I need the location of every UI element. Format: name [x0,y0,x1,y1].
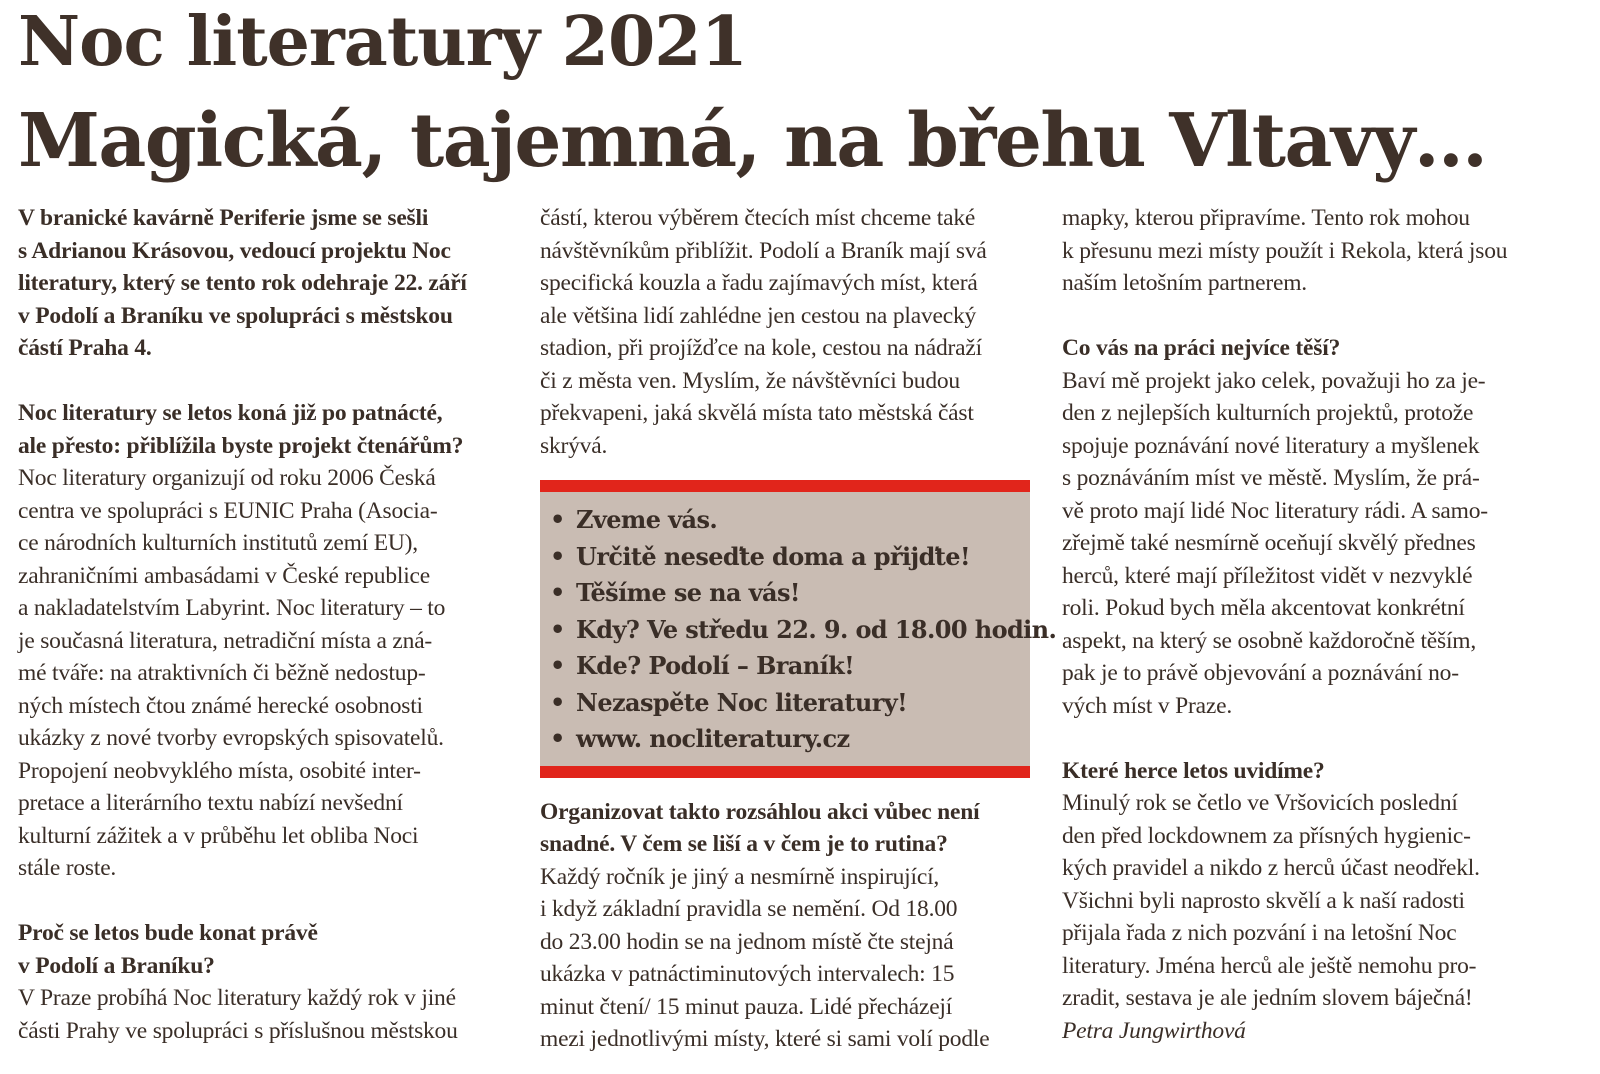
text-line: Co vás na práci nejvíce těší? [1062,335,1341,361]
text-line: ukázky z nové tvorby evropských spisovatelů. [18,725,444,751]
text-line: přijala řada z nich pozvání i na letošní Noc [1062,920,1457,946]
question-2 [18,917,523,982]
text-line: Noc literatury organizují od roku 2006 Česká [18,465,436,491]
info-item-text: Určitě neseďte doma a přijďte! [576,541,970,571]
text-line: Propojení neobvyklého místa, osobité inter- [18,757,421,784]
text-line: či z města ven. Myslím, že návštěvníci budou [540,367,960,394]
text-line: herců, které mají příležitost vidět v nezvyklé [1062,562,1473,589]
text-line: V branické kavárně Periferie jsme se sešli [18,205,429,231]
info-item [550,575,1030,612]
column-3 [1062,202,1582,1047]
text-line: snadné. V čem se liší a v čem je to rutina? [540,831,948,857]
headline-line-2: Magická, tajemná, na břehu Vltavy… [18,98,1487,184]
text-line: kých pravidel a nikdo z herců účast neodřekl. [1062,855,1480,881]
paragraph-gap [1062,300,1582,333]
text-line: Každý ročník je jiný a nesmírně inspirující, [540,863,940,890]
text-line: v Podolí a Braníku ve spolupráci s městskou [18,302,453,329]
bullet: • [550,687,565,717]
info-item-website [550,721,1030,758]
info-item-text: Kdy? Ve středu 22. 9. od 18.00 hodin. [576,614,1057,644]
text-line: V Praze probíhá Noc literatury každý rok v jiné [18,985,456,1011]
text-line: specifická kouzla a řadu zajímavých míst, která [540,270,978,296]
text-line: vě proto mají lidé Noc literatury rádi. A samo- [1062,497,1488,524]
text-line: části Prahy ve spolupráci s příslušnou městskou [18,1017,458,1044]
text-line: stále roste. [18,855,117,881]
text-line: literatury, který se tento rok odehraje 22. září [18,270,467,296]
text-line: mapky, kterou připravíme. Tento rok mohou [1062,205,1470,231]
text-line: zahraničními ambasádami v České republice [18,562,431,589]
info-box [540,480,1057,778]
headline-line-1: Noc literatury 2021 [18,2,747,82]
question-1 [18,397,523,462]
info-item [550,502,1030,539]
text-line: k přesunu mezi místy použít i Rekola, která jsou [1062,237,1508,264]
text-line: i když základní pravidla se nemění. Od 18.00 [540,896,958,922]
text-line: spojuje poznávání nové literatury a myšlenek [1062,432,1480,459]
info-item-text: Zveme vás. [576,505,718,534]
text-line: s Adrianou Krásovou, vedoucí projektu Noc [18,237,451,264]
bullet: • [550,651,565,680]
paragraph-gap [18,885,523,918]
answer-3-continued [1062,202,1582,300]
text-line: mé tváře: na atraktivních či běžně nedostup- [18,660,426,686]
answer-2 [18,982,523,1047]
info-item [550,685,1030,722]
text-line: minut čtení/ 15 minut pauza. Lidé přecházejí [540,993,953,1020]
text-line: mezi jednotlivými místy, které si sami volí podle [540,1026,990,1052]
text-line: Minulý rok se četlo ve Vršovicích poslední [1062,790,1458,816]
text-line: překvapeni, jaká skvělá místa tato městská část [540,400,974,426]
text-line: zradit, sestava je ale jedním slovem báječná! [1062,985,1473,1011]
text-line: pretace a literárního textu nabízí nevšední [18,790,403,816]
text-line: ale většina lidí zahlédne jen cestou na plavecký [540,302,977,329]
text-line: kulturní zážitek a v průběhu let obliba Noci [18,822,419,849]
text-line: návštěvníkům přiblížit. Podolí a Braník mají svá [540,237,987,264]
text-line: naším letošním partnerem. [1062,270,1307,296]
text-line: Které herce letos uvidíme? [1062,757,1325,784]
text-line: stadion, při projížďce na kole, cestou na nádraží [540,335,982,361]
info-item-text: www. nocliteratury.cz [576,724,850,753]
answer-3 [540,861,1045,1056]
question-5 [1062,755,1582,788]
info-item-text: Kde? Podolí – Braník! [576,651,855,680]
intro-paragraph [18,202,523,365]
text-line: zřejmě také nesmírně oceňují skvělý přednes [1062,530,1476,556]
text-line: Organizovat takto rozsáhlou akci vůbec není [540,798,980,825]
text-line: literatury. Jména herců ale ještě nemohu pro- [1062,952,1477,979]
text-line: ce národních kulturních institutů zemí EU), [18,530,418,556]
text-line: vých míst v Praze. [1062,692,1232,719]
text-line: Proč se letos bude konat právě [18,920,318,946]
column-2 [540,202,1057,1056]
answer-1 [18,462,523,885]
text-line: den z nejlepších kulturních projektů, protože [1062,400,1474,426]
text-line: Všichni byli naprosto skvělí a k naší radosti [1062,887,1465,914]
text-line: je současná literatura, netradiční místa a zná- [18,627,433,654]
text-line: částí, kterou výběrem čtecích míst chceme také [540,205,976,231]
bullet: • [550,541,565,571]
text-line: aspekt, na který se osobně každoročně těším, [1062,627,1477,654]
text-line: pak je to právě objevování a poznávání no- [1062,660,1459,686]
text-line: ných místech čtou známé herecké osobnosti [18,692,423,719]
author-signature: Petra Jungwirthová [1062,1017,1246,1044]
bullet: • [550,505,565,534]
text-line: částí Praha 4. [18,335,152,361]
text-line: ale přesto: přiblížila byste projekt čtenářům? [18,432,464,459]
text-line: Baví mě projekt jako celek, považuji ho za je- [1062,367,1486,394]
text-line: Noc literatury se letos koná již po patnácté, [18,400,443,426]
text-line: skrývá. [540,432,608,459]
answer-5 [1062,787,1582,1015]
answer-2-continued [540,202,1045,462]
column-1 [18,202,523,1047]
text-line: do 23.00 hodin se na jednom místě čte stejná [540,928,954,955]
paragraph-gap [18,365,523,398]
text-line: roli. Pokud bych měla akcentovat konkrétní [1062,595,1465,621]
bullet: • [550,614,565,644]
info-item [550,539,1030,576]
text-line: a nakladatelstvím Labyrint. Noc literatury – to [18,595,446,621]
info-item-text: Těšíme se na vás! [576,578,800,607]
text-line: ukázka v patnáctiminutových intervalech: 15 [540,961,955,987]
text-line: v Podolí a Braníku? [18,952,215,979]
info-item [550,612,1057,649]
question-3 [540,796,1045,861]
text-line: s poznáváním míst ve městě. Myslím, že prá- [1062,465,1480,491]
info-item [550,648,1030,685]
answer-4 [1062,365,1582,723]
text-line: den před lockdownem za přísných hygienic- [1062,822,1471,849]
bullet: • [550,578,565,607]
info-item-text: Nezaspěte Noc literatury! [576,687,908,717]
text-line: centra ve spolupráci s EUNIC Praha (Asocia- [18,497,438,524]
question-4 [1062,332,1582,365]
bullet: • [550,724,565,753]
paragraph-gap [1062,722,1582,755]
